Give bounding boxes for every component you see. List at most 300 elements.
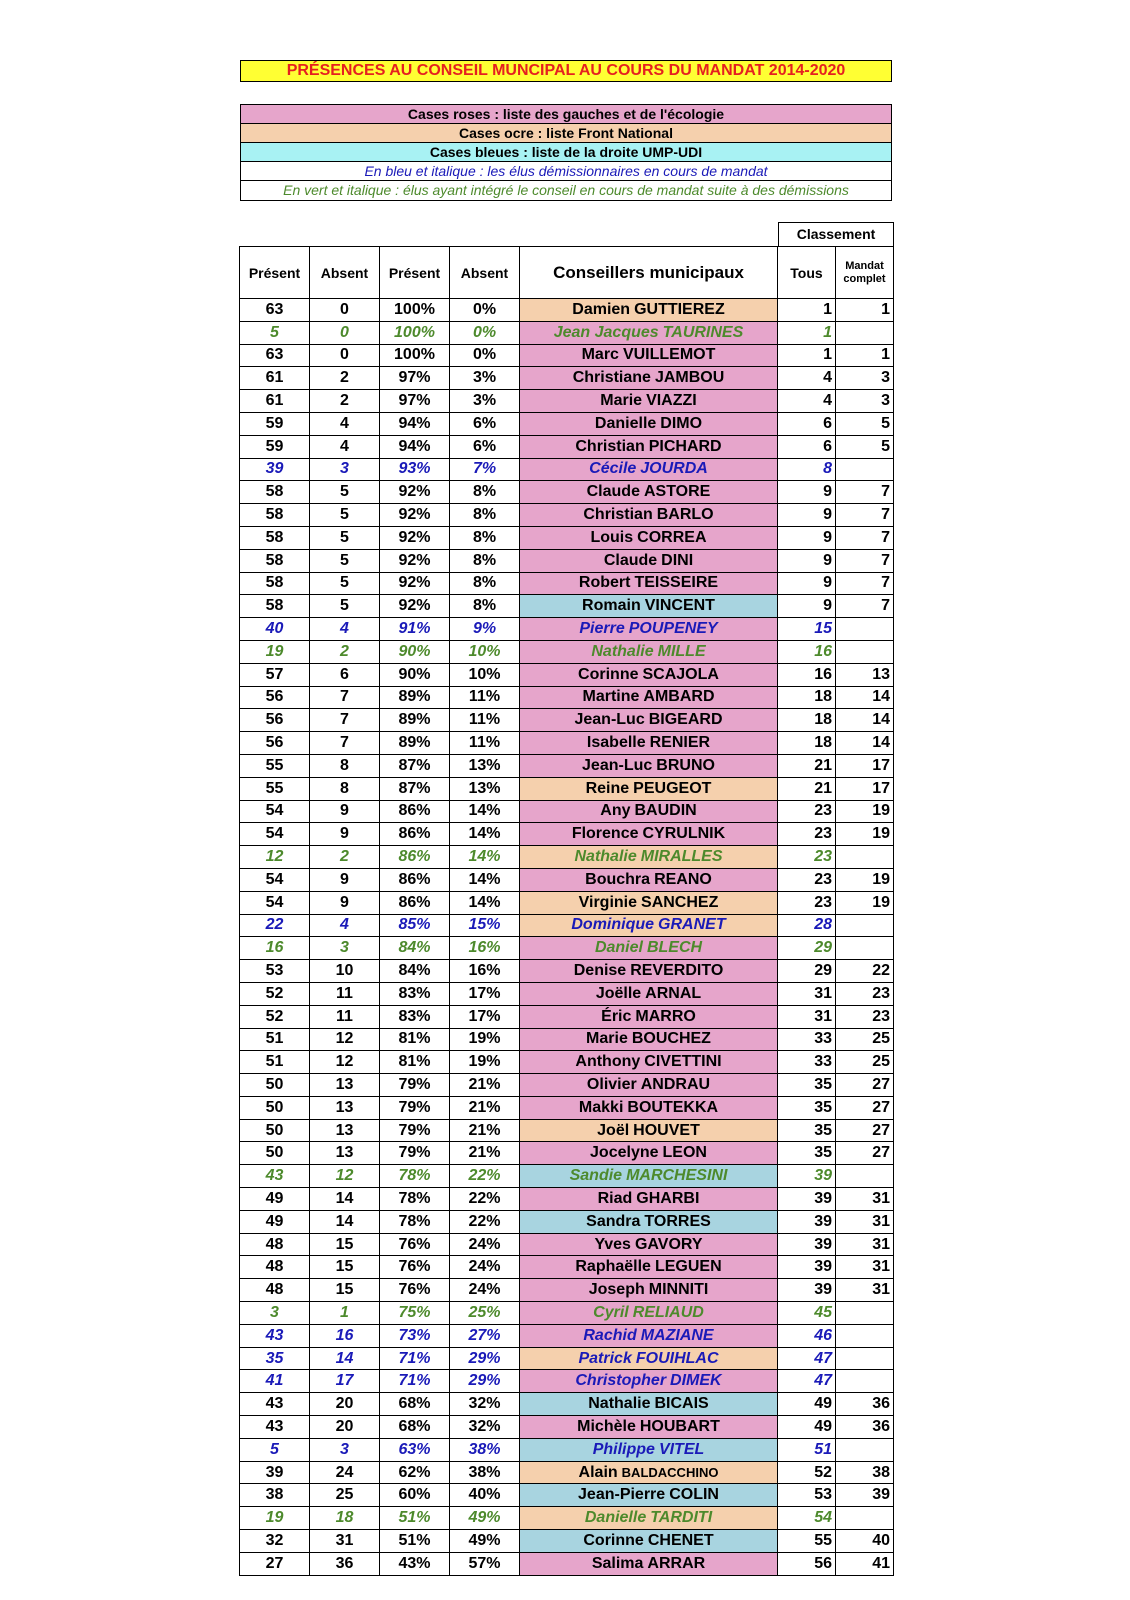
cell-rank-all: 23 <box>778 868 836 891</box>
cell-present-pct: 92% <box>380 549 450 572</box>
cell-absent: 24 <box>310 1461 380 1484</box>
cell-absent-pct: 11% <box>450 709 520 732</box>
councillor-last-name: JAMBOU <box>654 369 725 387</box>
cell-rank-all: 23 <box>778 891 836 914</box>
cell-absent: 7 <box>310 732 380 755</box>
cell-councillor <box>520 1484 778 1507</box>
cell-rank-all: 39 <box>778 1188 836 1211</box>
councillor-first-name: Joël <box>597 1121 630 1139</box>
cell-rank-all: 9 <box>778 481 836 504</box>
table-row <box>240 1507 894 1530</box>
councillor-last-name: FOUIHLAC <box>635 1349 719 1367</box>
cell-absent: 2 <box>310 640 380 663</box>
cell-councillor <box>520 1096 778 1119</box>
cell-present: 61 <box>240 367 310 390</box>
cell-rank-all: 39 <box>778 1233 836 1256</box>
cell-rank-full <box>836 1507 894 1530</box>
table-row <box>240 1393 894 1416</box>
cell-rank-full: 13 <box>836 663 894 686</box>
cell-absent-pct: 14% <box>450 868 520 891</box>
cell-rank-all: 39 <box>778 1279 836 1302</box>
cell-rank-all: 47 <box>778 1370 836 1393</box>
legend-italic-blue: En bleu et italique : les élus démissionnaires en cours de mandat <box>241 162 891 181</box>
cell-rank-full: 1 <box>836 299 894 322</box>
cell-councillor <box>520 1005 778 1028</box>
cell-present: 51 <box>240 1051 310 1074</box>
cell-rank-all: 18 <box>778 709 836 732</box>
councillor-first-name: Yves <box>594 1235 631 1253</box>
councillor-first-name: Nathalie <box>588 1395 651 1413</box>
cell-present-pct: 97% <box>380 367 450 390</box>
councillor-first-name: Damien <box>572 300 631 318</box>
cell-present: 52 <box>240 1005 310 1028</box>
cell-absent-pct: 49% <box>450 1507 520 1530</box>
table-row <box>240 1370 894 1393</box>
table-row <box>240 937 894 960</box>
cell-rank-all: 29 <box>778 960 836 983</box>
cell-present-pct: 83% <box>380 1005 450 1028</box>
cell-rank-full: 7 <box>836 549 894 572</box>
cell-rank-all: 33 <box>778 1028 836 1051</box>
councillor-first-name: Riad <box>597 1189 633 1207</box>
cell-rank-all: 1 <box>778 321 836 344</box>
cell-rank-all: 28 <box>778 914 836 937</box>
table-row <box>240 1210 894 1233</box>
cell-absent-pct: 8% <box>450 549 520 572</box>
cell-absent: 15 <box>310 1233 380 1256</box>
councillor-last-name: BRUNO <box>656 756 715 774</box>
cell-present: 58 <box>240 549 310 572</box>
councillor-first-name: Daniel <box>594 939 643 957</box>
table-row <box>240 526 894 549</box>
table-row <box>240 1530 894 1553</box>
cell-absent-pct: 6% <box>450 435 520 458</box>
cell-absent: 0 <box>310 299 380 322</box>
cell-rank-all: 35 <box>778 1074 836 1097</box>
cell-present-pct: 92% <box>380 572 450 595</box>
cell-present-pct: 79% <box>380 1142 450 1165</box>
councillor-first-name: Nathalie <box>591 642 654 660</box>
councillor-last-name: CYRULNIK <box>642 825 726 843</box>
councillor-last-name: DINI <box>661 551 694 569</box>
table-row <box>240 1552 894 1575</box>
cell-councillor <box>520 572 778 595</box>
cell-present: 48 <box>240 1233 310 1256</box>
cell-councillor <box>520 1393 778 1416</box>
cell-absent-pct: 14% <box>450 800 520 823</box>
cell-rank-all: 23 <box>778 846 836 869</box>
councillor-last-name: BLECH <box>646 939 703 957</box>
cell-present-pct: 86% <box>380 846 450 869</box>
councillor-last-name: RELIAUD <box>632 1303 704 1321</box>
councillor-last-name: CHENET <box>647 1531 714 1549</box>
cell-present-pct: 60% <box>380 1484 450 1507</box>
cell-absent-pct: 16% <box>450 937 520 960</box>
cell-rank-full: 7 <box>836 572 894 595</box>
councillor-first-name: Philippe <box>592 1440 655 1458</box>
councillor-first-name: Alain <box>578 1463 618 1481</box>
cell-rank-full: 27 <box>836 1074 894 1097</box>
cell-absent: 14 <box>310 1210 380 1233</box>
cell-rank-all: 35 <box>778 1119 836 1142</box>
councillor-first-name: Louis <box>590 528 634 546</box>
cell-rank-full <box>836 1370 894 1393</box>
table-row <box>240 777 894 800</box>
cell-absent: 31 <box>310 1530 380 1553</box>
councillor-last-name: PEUGEOT <box>633 779 712 797</box>
cell-rank-full <box>836 1347 894 1370</box>
councillor-last-name: VUILLEMOT <box>622 346 716 364</box>
cell-present: 61 <box>240 390 310 413</box>
cell-councillor <box>520 1461 778 1484</box>
cell-present: 38 <box>240 1484 310 1507</box>
councillor-last-name: MINNITI <box>648 1281 709 1299</box>
cell-absent: 5 <box>310 504 380 527</box>
councillor-first-name: Cécile <box>589 460 637 478</box>
cell-absent-pct: 17% <box>450 1005 520 1028</box>
table-row <box>240 1028 894 1051</box>
cell-absent-pct: 32% <box>450 1416 520 1439</box>
cell-absent: 5 <box>310 526 380 549</box>
cell-rank-full: 31 <box>836 1256 894 1279</box>
cell-rank-all: 6 <box>778 435 836 458</box>
cell-present-pct: 90% <box>380 640 450 663</box>
cell-absent: 4 <box>310 412 380 435</box>
cell-councillor <box>520 1142 778 1165</box>
cell-rank-full: 14 <box>836 686 894 709</box>
cell-rank-all: 21 <box>778 754 836 777</box>
councillor-first-name: Éric <box>601 1007 632 1025</box>
councillor-first-name: Makki <box>578 1098 624 1116</box>
cell-councillor <box>520 1210 778 1233</box>
cell-councillor <box>520 732 778 755</box>
cell-rank-all: 16 <box>778 640 836 663</box>
cell-rank-full: 19 <box>836 800 894 823</box>
cell-absent: 13 <box>310 1096 380 1119</box>
cell-councillor <box>520 321 778 344</box>
cell-present-pct: 92% <box>380 504 450 527</box>
cell-councillor <box>520 1370 778 1393</box>
councillor-last-name: MILLE <box>657 642 706 660</box>
cell-absent: 6 <box>310 663 380 686</box>
cell-present-pct: 76% <box>380 1279 450 1302</box>
councillor-last-name: GRANET <box>658 916 726 934</box>
councillor-first-name: Joseph <box>588 1281 645 1299</box>
table-row <box>240 435 894 458</box>
cell-present: 43 <box>240 1416 310 1439</box>
cell-rank-full: 5 <box>836 412 894 435</box>
cell-councillor <box>520 526 778 549</box>
cell-absent: 18 <box>310 1507 380 1530</box>
cell-present-pct: 84% <box>380 960 450 983</box>
cell-councillor <box>520 344 778 367</box>
cell-rank-full: 17 <box>836 754 894 777</box>
councillor-first-name: Pierre <box>579 620 625 638</box>
cell-absent: 7 <box>310 709 380 732</box>
cell-absent-pct: 22% <box>450 1165 520 1188</box>
councillor-last-name: TAURINES <box>662 323 744 341</box>
cell-rank-full <box>836 846 894 869</box>
cell-councillor <box>520 435 778 458</box>
cell-councillor <box>520 1438 778 1461</box>
cell-absent-pct: 3% <box>450 390 520 413</box>
table-row <box>240 549 894 572</box>
councillor-first-name: Virginie <box>578 893 638 911</box>
councillor-last-name: VIAZZI <box>646 392 697 410</box>
cell-rank-full: 14 <box>836 732 894 755</box>
table-row <box>240 1484 894 1507</box>
councillor-first-name: Christian <box>575 437 645 455</box>
councillor-last-name: TORRES <box>644 1212 711 1230</box>
table-row <box>240 572 894 595</box>
cell-councillor <box>520 1416 778 1439</box>
cell-absent: 9 <box>310 891 380 914</box>
cell-rank-full: 31 <box>836 1233 894 1256</box>
cell-rank-full: 31 <box>836 1188 894 1211</box>
table-row <box>240 299 894 322</box>
councillor-first-name: Marc <box>581 346 619 364</box>
cell-absent-pct: 40% <box>450 1484 520 1507</box>
councillor-last-name: BAUDIN <box>634 802 697 820</box>
councillor-last-name: TARDITI <box>650 1509 713 1527</box>
cell-absent: 8 <box>310 754 380 777</box>
cell-present-pct: 93% <box>380 458 450 481</box>
councillor-last-name: CORREA <box>637 528 707 546</box>
cell-rank-all: 16 <box>778 663 836 686</box>
cell-present-pct: 78% <box>380 1210 450 1233</box>
cell-absent-pct: 49% <box>450 1530 520 1553</box>
councillor-first-name: Romain <box>582 597 641 615</box>
councillor-first-name: Michèle <box>577 1417 636 1435</box>
table-row <box>240 1051 894 1074</box>
councillor-first-name: Martine <box>582 688 640 706</box>
cell-absent: 2 <box>310 367 380 390</box>
cell-rank-all: 45 <box>778 1302 836 1325</box>
cell-absent-pct: 14% <box>450 891 520 914</box>
cell-present: 52 <box>240 982 310 1005</box>
table-row <box>240 1074 894 1097</box>
cell-present-pct: 51% <box>380 1530 450 1553</box>
cell-rank-full: 7 <box>836 504 894 527</box>
cell-rank-all: 4 <box>778 367 836 390</box>
cell-absent: 0 <box>310 321 380 344</box>
table-row <box>240 1256 894 1279</box>
cell-absent: 36 <box>310 1552 380 1575</box>
councillor-first-name: Corinne <box>583 1531 644 1549</box>
table-row <box>240 1416 894 1439</box>
cell-rank-full: 41 <box>836 1552 894 1575</box>
cell-absent-pct: 0% <box>450 344 520 367</box>
header-rank-full: Mandat complet <box>836 247 894 299</box>
cell-absent-pct: 24% <box>450 1256 520 1279</box>
cell-rank-full: 27 <box>836 1142 894 1165</box>
cell-present-pct: 89% <box>380 709 450 732</box>
cell-present: 63 <box>240 299 310 322</box>
cell-present-pct: 85% <box>380 914 450 937</box>
cell-rank-full: 19 <box>836 823 894 846</box>
cell-councillor <box>520 937 778 960</box>
cell-present: 55 <box>240 754 310 777</box>
cell-rank-full: 25 <box>836 1051 894 1074</box>
header-present-pct: Présent <box>380 247 450 299</box>
councillor-first-name: Sandra <box>586 1212 641 1230</box>
table-row <box>240 1302 894 1325</box>
cell-present-pct: 76% <box>380 1233 450 1256</box>
cell-rank-all: 18 <box>778 732 836 755</box>
councillor-first-name: Joëlle <box>595 984 642 1002</box>
table-row <box>240 1233 894 1256</box>
councillor-last-name: BOUCHEZ <box>631 1030 711 1048</box>
cell-councillor <box>520 800 778 823</box>
cell-councillor <box>520 823 778 846</box>
councillor-last-name: BARLO <box>656 506 714 524</box>
cell-councillor <box>520 1028 778 1051</box>
cell-rank-all: 31 <box>778 982 836 1005</box>
councillor-last-name: BIGEARD <box>648 711 723 729</box>
table-row <box>240 618 894 641</box>
cell-rank-all: 18 <box>778 686 836 709</box>
cell-present: 58 <box>240 572 310 595</box>
cell-absent-pct: 8% <box>450 572 520 595</box>
cell-absent: 3 <box>310 937 380 960</box>
cell-rank-all: 8 <box>778 458 836 481</box>
legend-ocre: Cases ocre : liste Front National <box>241 124 891 143</box>
table-row <box>240 1142 894 1165</box>
councillor-first-name: Bouchra <box>585 870 651 888</box>
table-row <box>240 686 894 709</box>
cell-absent-pct: 8% <box>450 504 520 527</box>
cell-absent: 15 <box>310 1256 380 1279</box>
cell-rank-full: 36 <box>836 1393 894 1416</box>
cell-absent-pct: 21% <box>450 1142 520 1165</box>
cell-present-pct: 100% <box>380 344 450 367</box>
cell-councillor <box>520 1552 778 1575</box>
cell-absent: 7 <box>310 686 380 709</box>
councillor-last-name: HOUBART <box>639 1417 720 1435</box>
cell-absent: 11 <box>310 982 380 1005</box>
cell-councillor <box>520 640 778 663</box>
cell-present: 58 <box>240 526 310 549</box>
cell-rank-full: 5 <box>836 435 894 458</box>
cell-rank-full <box>836 1438 894 1461</box>
cell-present-pct: 90% <box>380 663 450 686</box>
cell-councillor <box>520 595 778 618</box>
cell-present-pct: 81% <box>380 1051 450 1074</box>
councillor-last-name: ARRAR <box>647 1554 706 1572</box>
cell-absent: 4 <box>310 914 380 937</box>
cell-absent-pct: 8% <box>450 481 520 504</box>
cell-present-pct: 87% <box>380 777 450 800</box>
cell-present-pct: 71% <box>380 1347 450 1370</box>
cell-present-pct: 86% <box>380 800 450 823</box>
cell-rank-all: 51 <box>778 1438 836 1461</box>
table-row <box>240 1279 894 1302</box>
cell-present-pct: 94% <box>380 412 450 435</box>
cell-absent: 0 <box>310 344 380 367</box>
cell-present: 56 <box>240 732 310 755</box>
cell-councillor <box>520 412 778 435</box>
header-absent: Absent <box>310 247 380 299</box>
cell-councillor <box>520 868 778 891</box>
legend-italic-green: En vert et italique : élus ayant intégré le conseil en cours de mandat suite à des démissions <box>283 182 849 198</box>
cell-present: 59 <box>240 412 310 435</box>
cell-absent: 4 <box>310 618 380 641</box>
cell-absent: 8 <box>310 777 380 800</box>
cell-rank-all: 29 <box>778 937 836 960</box>
cell-absent-pct: 21% <box>450 1119 520 1142</box>
header-present: Présent <box>240 247 310 299</box>
cell-present: 27 <box>240 1552 310 1575</box>
cell-present: 48 <box>240 1256 310 1279</box>
cell-absent-pct: 29% <box>450 1370 520 1393</box>
table-row <box>240 321 894 344</box>
cell-councillor <box>520 686 778 709</box>
cell-absent: 9 <box>310 800 380 823</box>
table-row <box>240 344 894 367</box>
cell-absent-pct: 0% <box>450 299 520 322</box>
cell-absent-pct: 19% <box>450 1028 520 1051</box>
cell-present-pct: 97% <box>380 390 450 413</box>
table-row <box>240 732 894 755</box>
cell-present-pct: 92% <box>380 526 450 549</box>
cell-present: 58 <box>240 481 310 504</box>
cell-present: 43 <box>240 1165 310 1188</box>
cell-absent-pct: 10% <box>450 663 520 686</box>
cell-present-pct: 86% <box>380 823 450 846</box>
cell-present: 19 <box>240 640 310 663</box>
cell-present: 19 <box>240 1507 310 1530</box>
cell-present: 58 <box>240 504 310 527</box>
table-row <box>240 1005 894 1028</box>
councillor-first-name: Anthony <box>575 1053 641 1071</box>
cell-rank-all: 35 <box>778 1096 836 1119</box>
councillor-first-name: Jean-Luc <box>574 711 645 729</box>
cell-rank-all: 49 <box>778 1393 836 1416</box>
table-row <box>240 754 894 777</box>
table-row <box>240 1119 894 1142</box>
cell-present: 50 <box>240 1074 310 1097</box>
cell-present-pct: 78% <box>380 1188 450 1211</box>
councillor-last-name: JOURDA <box>640 460 708 478</box>
cell-absent-pct: 24% <box>450 1279 520 1302</box>
cell-present-pct: 91% <box>380 618 450 641</box>
cell-present: 53 <box>240 960 310 983</box>
cell-councillor <box>520 504 778 527</box>
councillor-first-name: Corinne <box>578 665 639 683</box>
cell-present: 54 <box>240 868 310 891</box>
councillor-last-name: MARCHESINI <box>626 1167 728 1185</box>
cell-rank-full <box>836 1165 894 1188</box>
table-row <box>240 1324 894 1347</box>
cell-rank-all: 35 <box>778 1142 836 1165</box>
cell-rank-all: 31 <box>778 1005 836 1028</box>
cell-councillor <box>520 1051 778 1074</box>
councillor-first-name: Danielle <box>584 1509 647 1527</box>
cell-rank-full <box>836 618 894 641</box>
councillor-first-name: Danielle <box>594 414 657 432</box>
cell-present-pct: 75% <box>380 1302 450 1325</box>
table-row <box>240 846 894 869</box>
cell-present-pct: 86% <box>380 868 450 891</box>
table-row <box>240 481 894 504</box>
cell-present: 43 <box>240 1324 310 1347</box>
table-row <box>240 663 894 686</box>
cell-absent: 9 <box>310 868 380 891</box>
cell-rank-full <box>836 1302 894 1325</box>
table-row <box>240 891 894 914</box>
cell-rank-full: 22 <box>836 960 894 983</box>
cell-rank-all: 54 <box>778 1507 836 1530</box>
